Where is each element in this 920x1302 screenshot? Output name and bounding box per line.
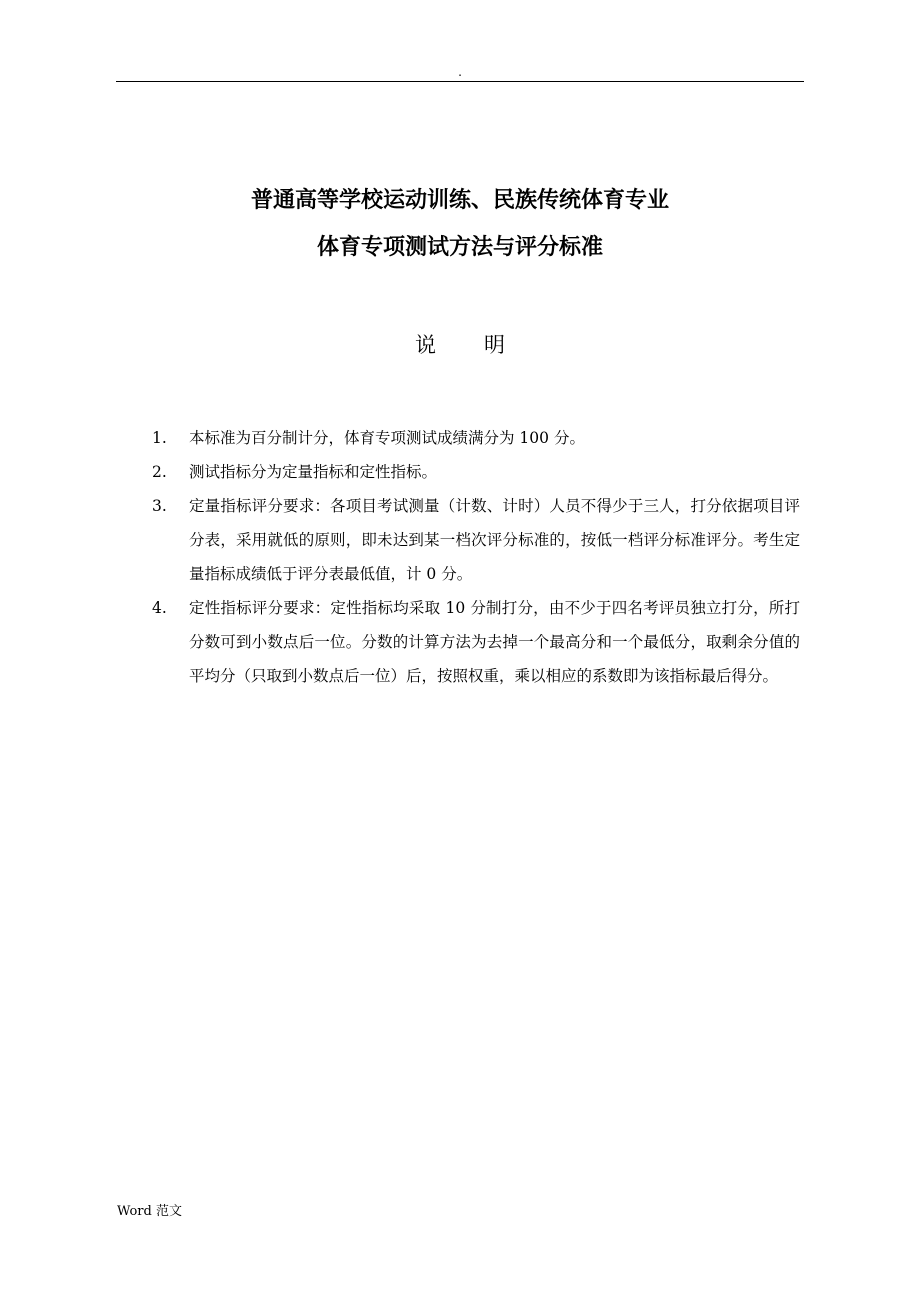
list-item-text: 本标准为百分制计分，体育专项测试成绩满分为 100 分。 bbox=[189, 429, 585, 447]
document-title-line-2: 体育专项测试方法与评分标准 bbox=[316, 235, 603, 260]
footer-text: Word 范文 bbox=[117, 1204, 182, 1219]
list-item bbox=[152, 421, 800, 455]
section-heading: 说明 bbox=[415, 333, 553, 357]
header-rule bbox=[116, 81, 804, 82]
instruction-list bbox=[152, 421, 800, 693]
list-item-number: 2. bbox=[152, 463, 167, 481]
list-item-text: 测试指标分为定量指标和定性指标。 bbox=[189, 463, 438, 481]
list-item bbox=[152, 591, 800, 693]
list-item-number: 4. bbox=[152, 599, 167, 617]
header-mark: . bbox=[458, 65, 462, 79]
document-title-line-1: 普通高等学校运动训练、民族传统体育专业 bbox=[250, 188, 669, 213]
list-item-text: 定性指标评分要求：定性指标均采取 10 分制打分，由不少于四名考评员独立打分，所打分数可到小数点后一位。分数的计算方法为去掉一个最高分和一个最低分，取剩余分值的平均分（只取到小数点后一位）后，按照权重，乘以相应的系数即为该指标最后得分。 bbox=[189, 599, 800, 685]
list-item-text: 定量指标评分要求：各项目考试测量（计数、计时）人员不得少于三人，打分依据项目评分表，采用就低的原则，即未达到某一档次评分标准的，按低一档评分标准评分。考生定量指标成绩低于评分表最低值，计 0 分。 bbox=[189, 497, 800, 583]
list-item-number: 1. bbox=[152, 429, 167, 447]
list-item bbox=[152, 489, 800, 591]
list-item bbox=[152, 455, 800, 489]
list-item-number: 3. bbox=[152, 497, 167, 515]
